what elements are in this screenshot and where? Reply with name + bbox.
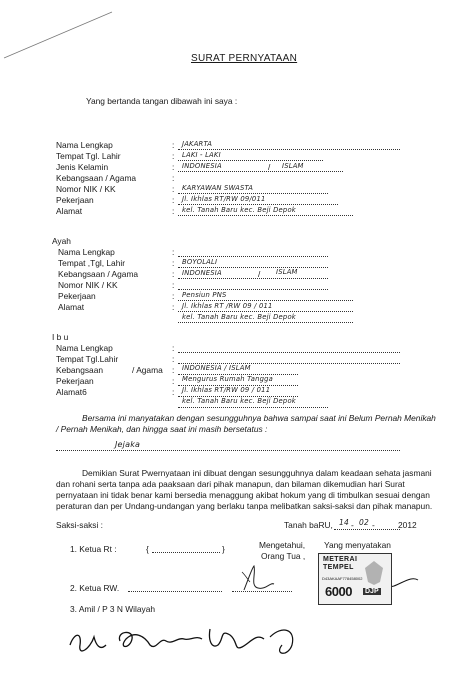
label-agama: / Agama [132, 365, 163, 375]
colon: : [172, 162, 175, 172]
label-alamat: Alamat [56, 206, 83, 216]
date-sep-2: - [372, 520, 375, 530]
witness-2-label: 2. Ketua RW. [70, 583, 120, 593]
father-heading: Ayah [52, 236, 71, 246]
colon: : [172, 206, 175, 216]
label-kebangsaan: Kebangsaan / Agama [56, 173, 137, 183]
label-nama: Nama Lengkap [56, 140, 113, 150]
status-value: Jejaka [115, 440, 141, 449]
label-pekerjaan: Pekerjaan [56, 376, 94, 386]
label-nama: Nama Lengkap [56, 343, 113, 353]
witnesses-label: Saksi-saksi : [56, 520, 104, 530]
value-job: Pensiun PNS [182, 291, 227, 299]
colon: : [172, 291, 175, 301]
label-ttl: Tempat Tgl. Lahir [56, 151, 121, 161]
value-address-1: Jl. Ikhlas RT/RW 09 / 011 [182, 386, 271, 394]
closing-line-1: Demikian Surat Pwernyataan ini dibuat dengan sesungguhnya dalam keadaan sehata jasmani [82, 468, 432, 478]
colon: : [172, 354, 175, 364]
colon: : [172, 258, 175, 268]
statement-line-1: Bersama ini manyatakan dengan sesungguhnya bahwa sampai saat ini Belum Pernah Menikah [82, 413, 436, 423]
label-ttl: Tempat ,Tgl, Lahir [58, 258, 126, 268]
date-day: 14 [339, 518, 349, 527]
value-address-1: Jl. Ikhlas RT/RW 09/011 [182, 195, 266, 203]
value-religion: ISLAM [276, 268, 298, 276]
bracket-open: { [146, 544, 149, 554]
label-ttl: Tempat Tgl.Lahir [56, 354, 119, 364]
value-nationality: INDONESIA [182, 269, 222, 277]
colon: : [172, 184, 175, 194]
colon: : [172, 247, 175, 257]
stamp-title: METERAI [323, 556, 358, 563]
scribble-line [0, 0, 120, 70]
mother-heading: I b u [52, 332, 69, 342]
colon: : [172, 376, 175, 386]
colon: : [172, 151, 175, 161]
colon: : [172, 195, 175, 205]
stamp-value: 6000 [325, 584, 352, 599]
parent-signature [236, 560, 286, 600]
bracket-close: } [222, 544, 225, 554]
parent-label: Orang Tua , [261, 551, 306, 561]
date-year: 2012 [398, 520, 417, 530]
value-address-2: kel. Tanah Baru kec. Beji Depok [182, 313, 296, 321]
declarant-label: Yang menyatakan [324, 540, 391, 550]
label-kebangsaan: Kebangsaan / Agama [58, 269, 139, 279]
label-nik: Nomor NIK / KK [56, 184, 116, 194]
document-title: SURAT PERNYATAAN [191, 53, 298, 64]
slash: / [258, 269, 261, 279]
stamp-sub: TEMPEL [323, 564, 354, 571]
value-birthplace: BOYOLALI [182, 258, 218, 266]
value-birthplace: JAKARTA [182, 140, 213, 148]
stamp-brand: DJP [365, 588, 379, 595]
garuda-emblem-icon [361, 558, 387, 586]
value-address-2: kel. Tanah Baru kec. Beji Depok [182, 397, 296, 405]
closing-line-2: dan rohani serta tanpa ada paaksaan dari pihak manapun, dan bilaman dikemudian hari Surat [56, 479, 405, 489]
label-nik: Nomor NIK / KK [58, 280, 118, 290]
colon: : [172, 365, 175, 375]
label-pekerjaan: Pekerjaan [58, 291, 96, 301]
witness-1-label: 1. Ketua Rt : [70, 544, 117, 554]
value-religion: ISLAM [282, 162, 304, 170]
date-sep-1: - [351, 520, 354, 530]
value-job: Mengurus Rumah Tangga [182, 375, 273, 383]
slash: / [268, 162, 271, 172]
closing-line-4: peraturan dan per Undang-undangan yang berlaku tanpa melibatkan saksi-saksi dan pihak manapun. [56, 501, 433, 511]
statement-line-2: / Pernah Menikah, dan hingga saat ini masih bersetatus : [56, 424, 268, 434]
label-kebangsaan: Kebangsaan [56, 365, 104, 375]
closing-line-3: pernyataan ini tidak benar kami bersedia menaggung akibat hokum yang di timbulkan sesuai dengan [56, 490, 430, 500]
colon: : [172, 280, 175, 290]
value-address-2: kel. Tanah Baru kec. Beji Depok [182, 206, 296, 214]
label-alamat: Alamat [58, 302, 85, 312]
label-nama: Nama Lengkap [58, 247, 115, 257]
meterai-stamp [318, 553, 392, 605]
place-label: Tanah baRU, [284, 520, 333, 530]
colon: : [172, 302, 175, 312]
colon: : [172, 269, 175, 279]
witness-3-label: 3. Amil / P 3 N Wilayah [70, 604, 156, 614]
value-nationality: INDONESIA [182, 162, 222, 170]
label-jk: Jenis Kelamin [56, 162, 109, 172]
colon: : [172, 140, 175, 150]
acknowledge-label: Mengetahui, [259, 540, 306, 550]
label-alamat: Alamat6 [56, 387, 87, 397]
colon: : [172, 343, 175, 353]
value-gender: LAKI - LAKI [182, 151, 221, 159]
value-nationality-religion: INDONESIA / ISLAM [182, 364, 251, 372]
date-month: 02 [359, 518, 369, 527]
colon: : [172, 173, 175, 183]
stamp-code: D43AKAAF778458002 [322, 576, 363, 581]
colon: : [172, 387, 175, 397]
value-address-1: Jl. Ikhlas RT /RW 09 / 011 [182, 302, 273, 310]
amil-signature [60, 615, 310, 665]
intro-text: Yang bertanda tangan dibawah ini saya : [86, 96, 238, 106]
label-pekerjaan: Pekerjaan [56, 195, 94, 205]
value-job: KARYAWAN SWASTA [182, 184, 254, 192]
